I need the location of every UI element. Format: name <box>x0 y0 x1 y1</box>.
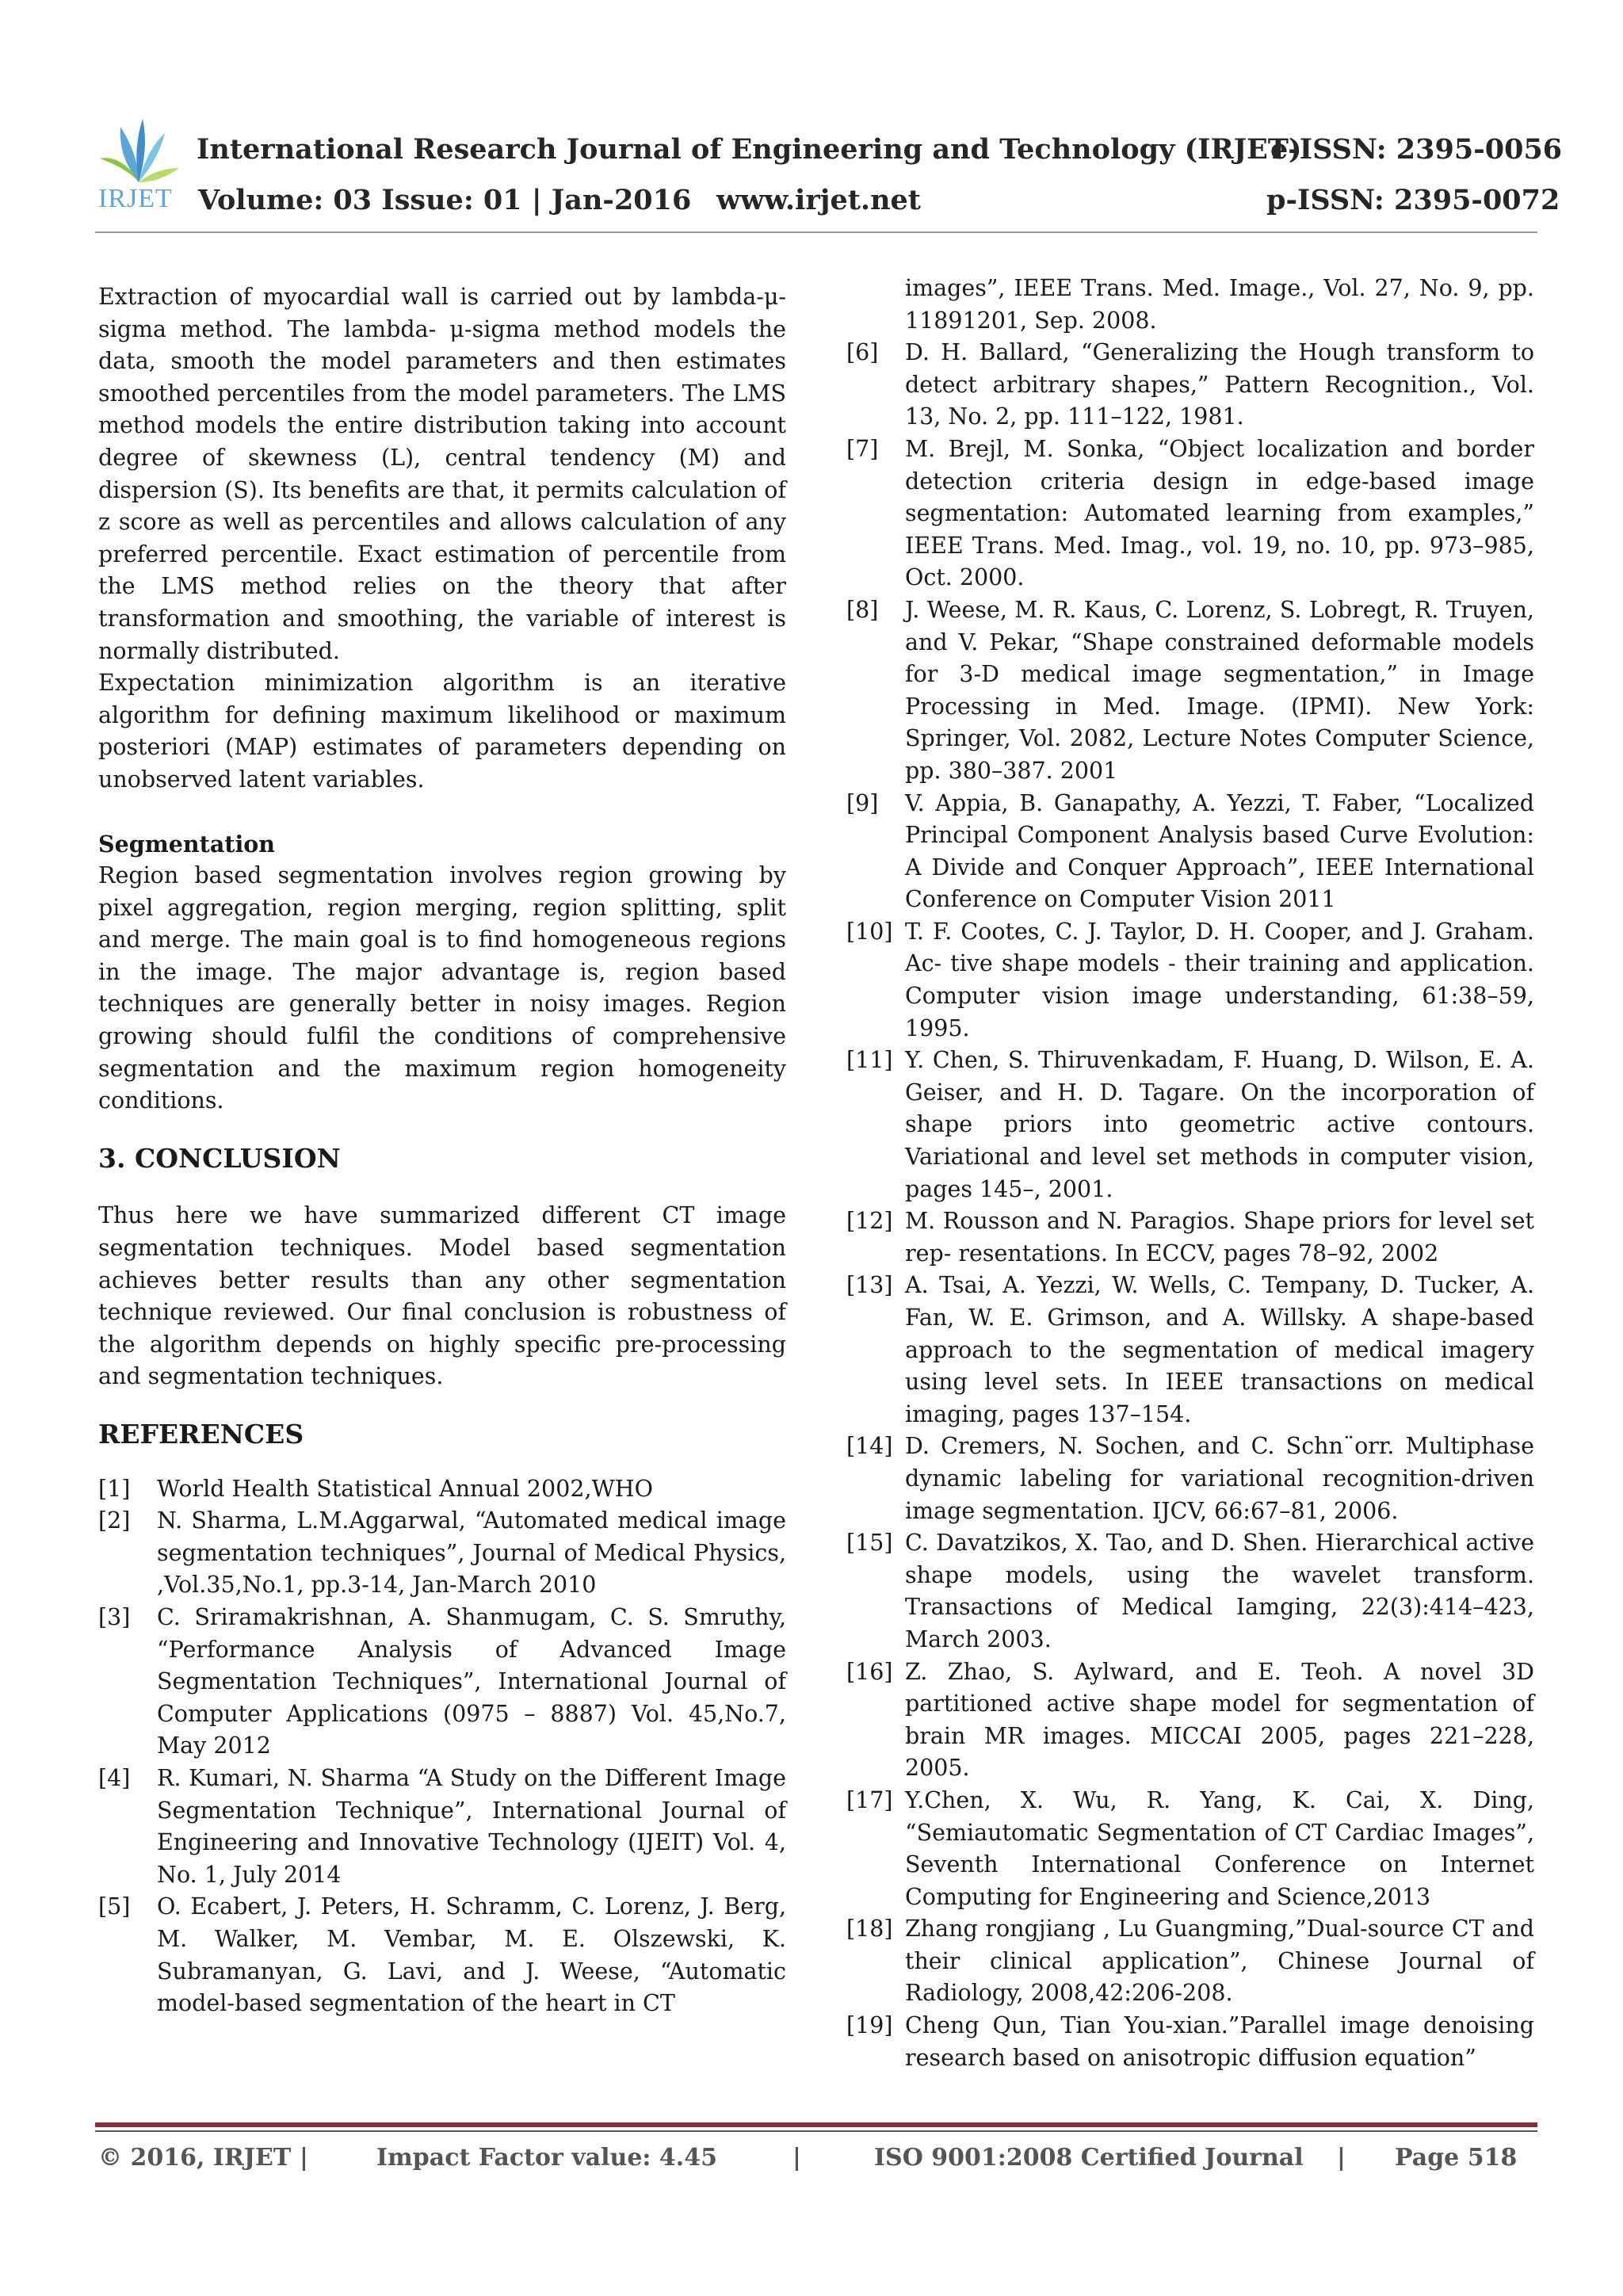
reference-text: World Health Statistical Annual 2002,WHO <box>157 1475 654 1502</box>
website[interactable]: www.irjet.net <box>716 184 921 216</box>
footer-rule <box>95 2122 1537 2127</box>
reference-item <box>846 594 1534 788</box>
reference-number: [5] <box>98 1893 131 1920</box>
reference-continuation: images”, IEEE Trans. Med. Image., Vol. 27, No. 9, pp. 11891201, Sep. 2008. <box>905 275 1534 334</box>
reference-item <box>846 1431 1534 1527</box>
logo-text: IRJET <box>98 184 173 213</box>
copyright: © 2016, IRJET <box>98 2144 292 2172</box>
lms-paragraph: Extraction of myocardial wall is carried out by lambda-μ-sigma method. The lambda- μ-sigma method models the data, smooth the model parameters and then estimates smoothed percentiles from the model parameters. The LMS method models the entire distribution taking into account degree of skewness (L), central tendency (M) and dispersion (S). Its benefits are that, it permits calculation of z score as well as percentiles and allows calculation of any preferred percentile. Exact estimation of percentile from the LMS method relies on the theory that after transformation and smoothing, the variable of interest is normally distributed. <box>98 284 786 664</box>
reference-number: [17] <box>846 1786 893 1813</box>
reference-number: [1] <box>98 1475 131 1502</box>
reference-text: Y.Chen, X. Wu, R. Yang, K. Cai, X. Ding, “Semiautomatic Segmentation of CT Cardiac Images”, Seventh International Conference on Internet Computing for Engineering and Science,2013 <box>905 1786 1534 1910</box>
reference-item <box>846 1656 1534 1785</box>
reference-number: [15] <box>846 1530 893 1557</box>
reference-item <box>846 1913 1534 2010</box>
volume-issue: Volume: 03 Issue: 01 | Jan-2016 <box>198 184 692 216</box>
reference-text: O. Ecabert, J. Peters, H. Schramm, C. Lorenz, J. Berg, M. Walker, M. Vembar, M. E. Olszewski, K. Subramanyan, G. Lavi, and J. Weese, “Automatic model-based segmentation of the heart in CT <box>157 1893 786 2017</box>
eissn: e-ISSN: 2395-0056 <box>1270 133 1563 166</box>
reference-number: [18] <box>846 1916 893 1943</box>
reference-number: [8] <box>846 596 879 623</box>
page-footer <box>95 2144 1537 2183</box>
reference-text: V. Appia, B. Ganapathy, A. Yezzi, T. Faber, “Localized Principal Component Analysis based Curve Evolution: A Divide and Conquer Approach”, IEEE International Conference on Computer Vision 2011 <box>905 789 1534 913</box>
reference-item <box>846 788 1534 916</box>
reference-text: M. Rousson and N. Paragios. Shape priors for level set rep- resentations. In ECCV, pages 78–92, 2002 <box>905 1208 1534 1266</box>
reference-item <box>98 1891 786 2019</box>
reference-item <box>98 1763 786 1891</box>
journal-logo <box>95 119 182 222</box>
reference-number: [14] <box>846 1433 893 1460</box>
right-column <box>846 273 1534 2074</box>
footer-separator: | <box>1337 2144 1346 2172</box>
segmentation-paragraph: Region based segmentation involves region growing by pixel aggregation, region merging, region splitting, split and merge. The main goal is to find homogeneous regions in the image. The major advantage is, region based techniques are generally better in noisy images. Region growing should fulfil the conditions of comprehensive segmentation and the maximum region homogeneity conditions. <box>98 862 786 1114</box>
footer-rule-thin <box>95 2130 1537 2132</box>
page-number: Page 518 <box>1395 2144 1518 2172</box>
reference-text: Cheng Qun, Tian You-xian.”Parallel image denoising research based on anisotropic diffusion equation” <box>905 2012 1534 2071</box>
reference-text: N. Sharma, L.M.Aggarwal, “Automated medical image segmentation techniques”, Journal of Medical Physics, ,Vol.35,No.1, pp.3-14, Jan-March 2010 <box>157 1507 786 1599</box>
iso-certification: ISO 9001:2008 Certified Journal <box>874 2144 1304 2172</box>
conclusion-paragraph: Thus here we have summarized different CT image segmentation techniques. Model based segmentation achieves better results than any other segmentation technique reviewed. Our final conclusion is robustness of the algorithm depends on highly specific pre-processing and segmentation techniques. <box>98 1202 786 1390</box>
reference-number: [10] <box>846 918 893 945</box>
reference-number: [12] <box>846 1208 893 1235</box>
journal-title: International Research Journal of Engineering and Technology (IRJET) <box>197 133 1302 166</box>
reference-text: Z. Zhao, S. Aylward, and E. Teoh. A novel 3D partitioned active shape model for segmentation of brain MR images. MICCAI 2005, pages 221–228, 2005. <box>905 1658 1534 1782</box>
segmentation-heading: Segmentation <box>98 830 276 858</box>
reference-number: [2] <box>98 1507 131 1534</box>
left-column <box>98 281 786 2020</box>
reference-item <box>846 434 1534 594</box>
reference-item <box>846 1205 1534 1270</box>
reference-text: T. F. Cootes, C. J. Taylor, D. H. Cooper, and J. Graham. Ac- tive shape models - their training and application. Computer vision image understanding, 61:38–59, 1995. <box>905 918 1534 1041</box>
header-divider <box>95 231 1537 233</box>
reference-item <box>846 2010 1534 2074</box>
reference-number: [9] <box>846 789 879 816</box>
reference-text: D. H. Ballard, “Generalizing the Hough transform to detect arbitrary shapes,” Pattern Recognition., Vol. 13, No. 2, pp. 111–122, 1981. <box>905 339 1534 430</box>
reference-number: [16] <box>846 1658 893 1685</box>
conclusion-heading: 3. CONCLUSION <box>98 1142 341 1174</box>
references-heading: REFERENCES <box>98 1419 304 1450</box>
reference-number: [7] <box>846 435 879 462</box>
reference-text: D. Cremers, N. Sochen, and C. Schn¨orr. Multiphase dynamic labeling for variational recognition-driven image segmentation. IJCV, 66:67–81, 2006. <box>905 1433 1534 1524</box>
reference-text: C. Davatzikos, X. Tao, and D. Shen. Hierarchical active shape models, using the wavelet transform. Transactions of Medical Iamging, 22(3):414–423, March 2003. <box>905 1530 1534 1652</box>
reference-text: Zhang rongjiang , Lu Guangming,”Dual-source CT and their clinical application”, Chinese Journal of Radiology, 2008,42:206-208. <box>905 1916 1534 2007</box>
reference-number: [19] <box>846 2012 893 2039</box>
em-paragraph: Expectation minimization algorithm is an iterative algorithm for defining maximum likelihood or maximum posteriori (MAP) estimates of parameters depending on unobserved latent variables. <box>98 670 786 793</box>
reference-text: A. Tsai, A. Yezzi, W. Wells, C. Tempany, D. Tucker, A. Fan, W. E. Grimson, and A. Willsky. A shape-based approach to the segmentation of medical imagery using level sets. In IEEE transactions on medical imaging, pages 137–154. <box>905 1272 1534 1427</box>
reference-item <box>846 1045 1534 1205</box>
reference-item <box>98 1473 786 1506</box>
page-header <box>95 119 1563 238</box>
reference-text: M. Brejl, M. Sonka, “Object localization and border detection criteria design in edge-based image segmentation: Automated learning from examples,” IEEE Trans. Med. Imag., vol. 19, no. 10, pp. 973–985, Oct. 2000. <box>905 435 1534 591</box>
reference-item <box>846 916 1534 1045</box>
pissn: p-ISSN: 2395-0072 <box>1266 184 1560 216</box>
reference-number: [3] <box>98 1603 131 1630</box>
reference-number: [6] <box>846 339 879 366</box>
reference-number: [13] <box>846 1272 893 1299</box>
reference-item <box>846 1785 1534 1913</box>
footer-separator: | <box>300 2144 308 2172</box>
reference-text: J. Weese, M. R. Kaus, C. Lorenz, S. Lobregt, R. Truyen, and V. Pekar, “Shape constrained deformable models for 3-D medical image segmentation,” in Image Processing in Med. Image. (IPMI). New York: Springer, Vol. 2082, Lecture Notes Computer Science, pp. 380–387. 2001 <box>905 596 1534 784</box>
reference-item <box>98 1602 786 1763</box>
reference-text: Y. Chen, S. Thiruvenkadam, F. Huang, D. Wilson, E. A. Geiser, and H. D. Tagare. On the incorporation of shape priors into geometric active contours. Variational and level set methods in computer vision, pages 145–, 2001. <box>905 1047 1534 1202</box>
reference-item <box>846 1270 1534 1431</box>
reference-text: C. Sriramakrishnan, A. Shanmugam, C. S. Smruthy, “Performance Analysis of Advanced Image Segmentation Techniques”, International Journal of Computer Applications (0975 – 8887) Vol. 45,No.7, May 2012 <box>157 1603 786 1759</box>
reference-number: [4] <box>98 1764 131 1791</box>
footer-separator: | <box>792 2144 801 2172</box>
impact-factor: Impact Factor value: 4.45 <box>376 2144 717 2172</box>
reference-item <box>846 337 1534 434</box>
reference-text: R. Kumari, N. Sharma “A Study on the Different Image Segmentation Technique”, International Journal of Engineering and Innovative Technology (IJEIT) Vol. 4, No. 1, July 2014 <box>157 1764 786 1888</box>
reference-number: [11] <box>846 1047 893 1074</box>
reference-item <box>846 1527 1534 1656</box>
reference-item <box>98 1505 786 1602</box>
